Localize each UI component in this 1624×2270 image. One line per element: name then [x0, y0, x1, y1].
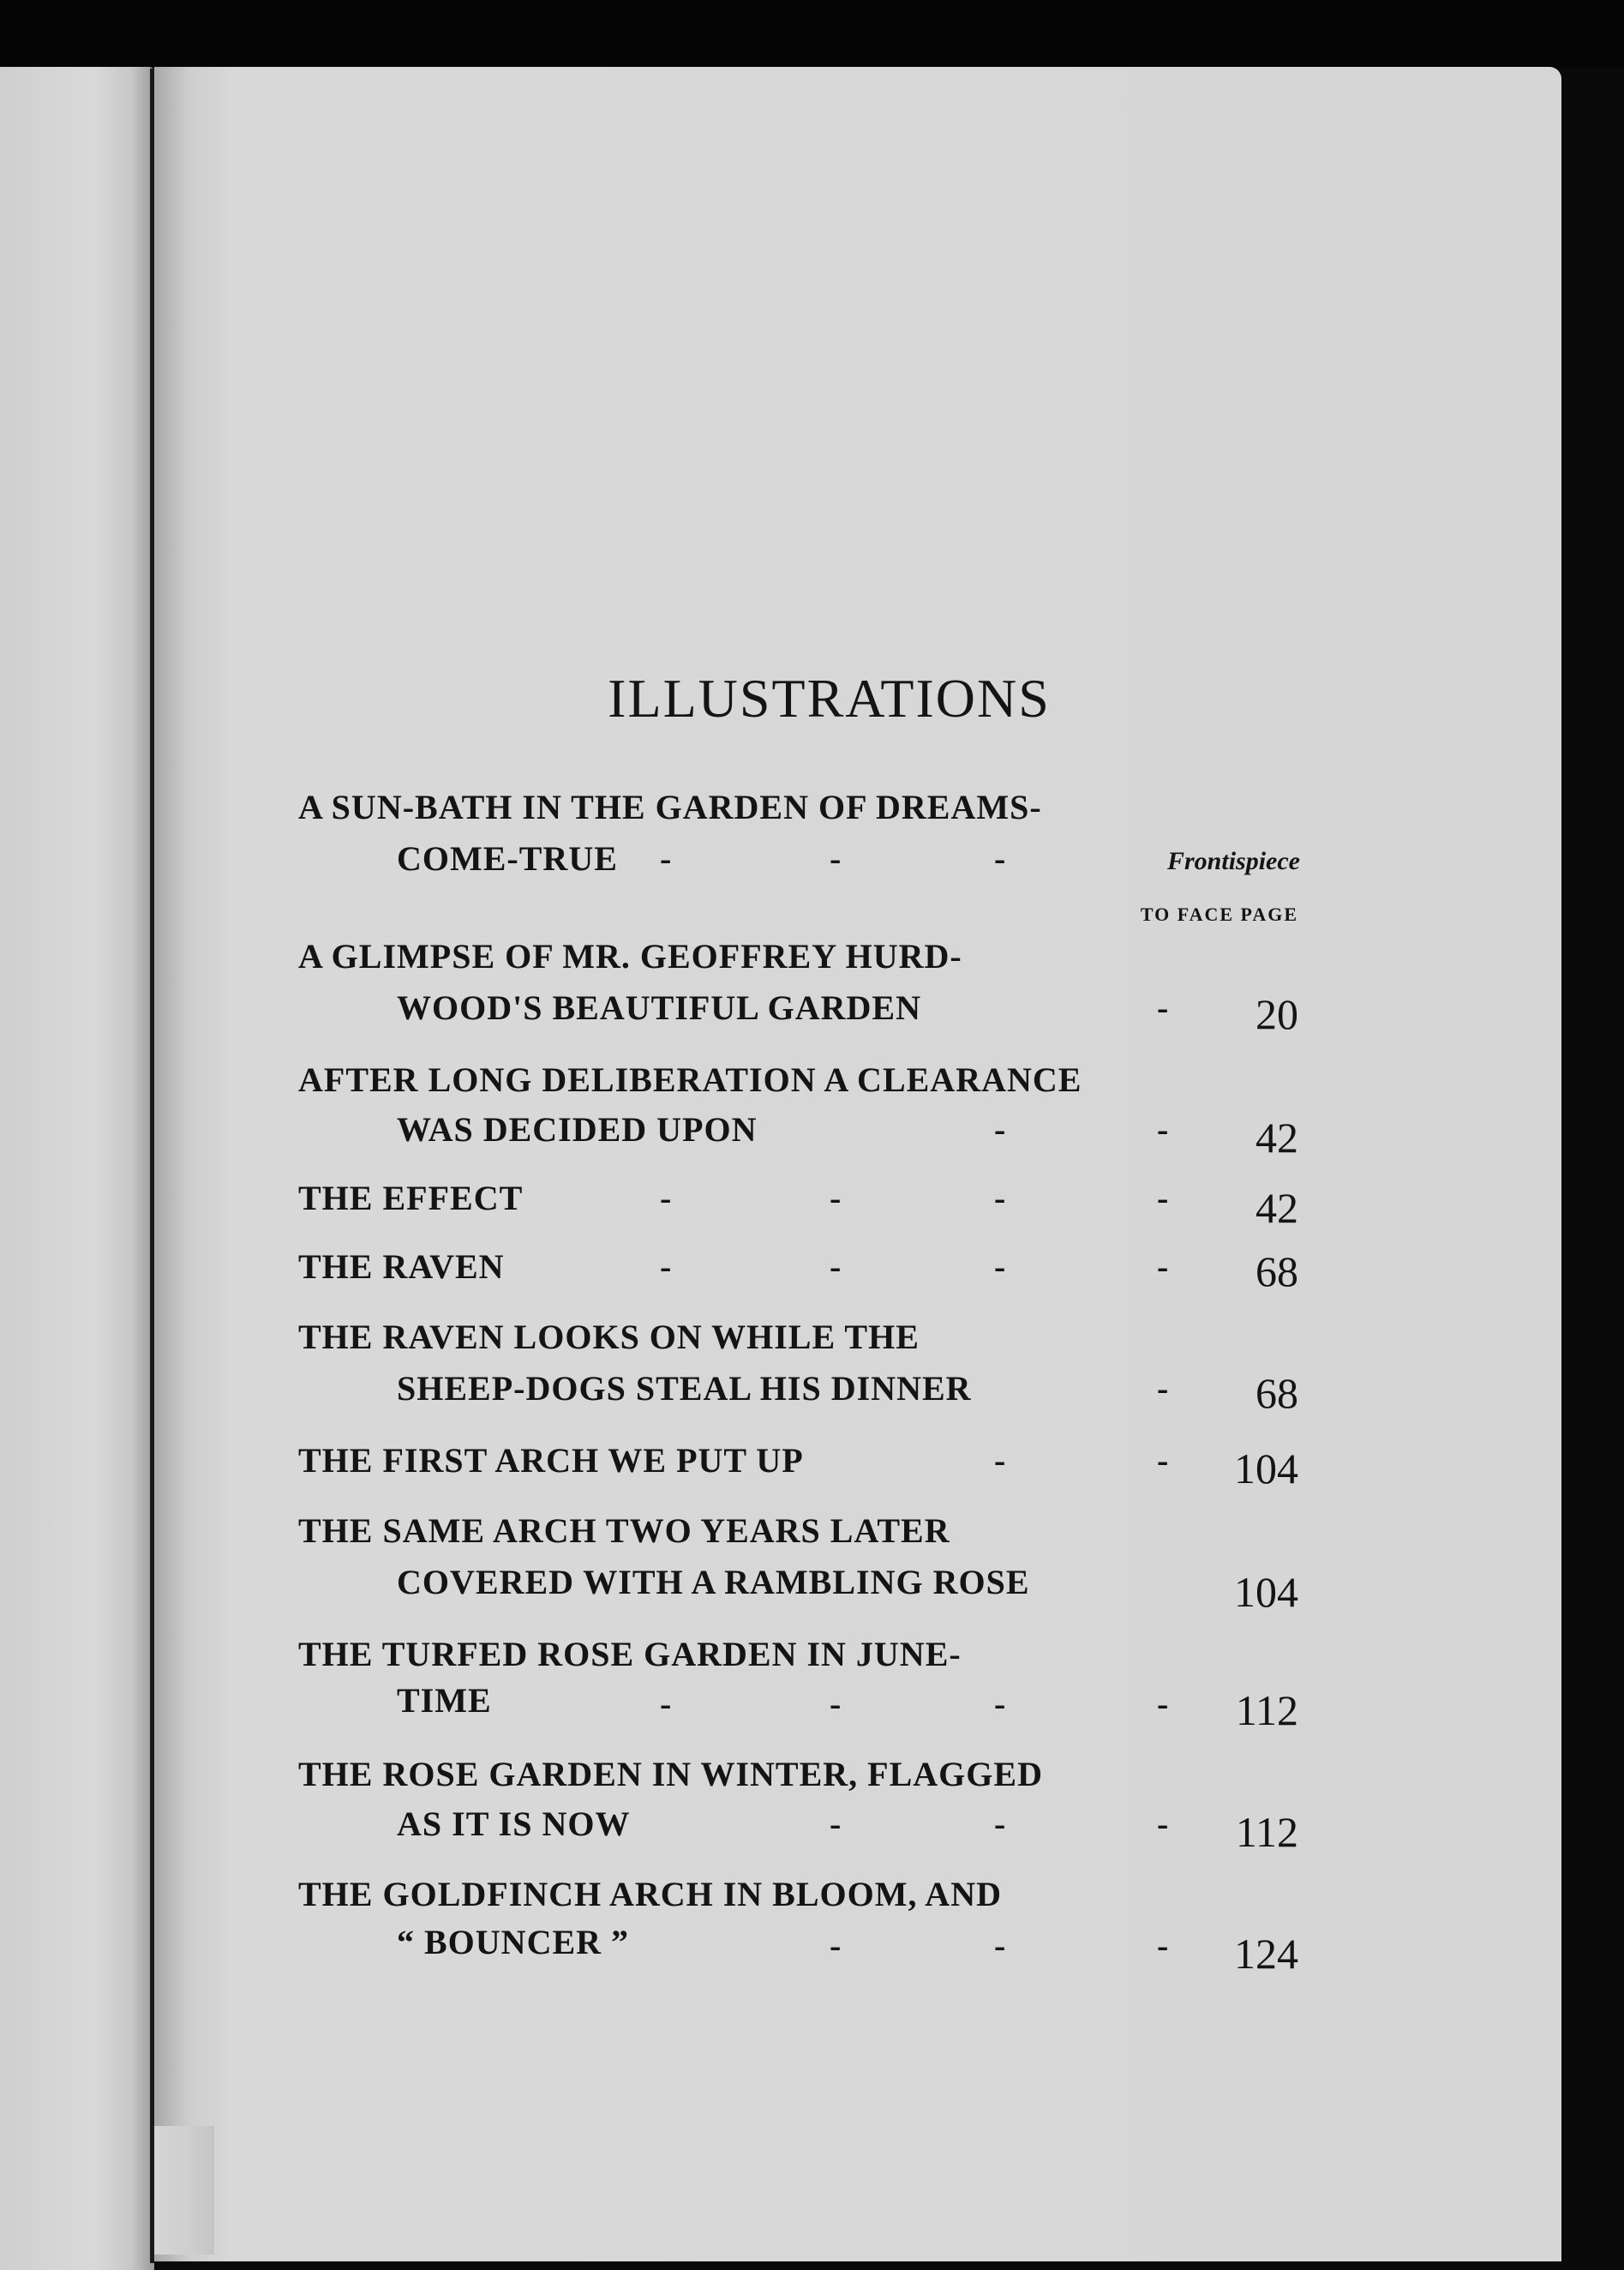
entry-2-page: 20: [1255, 990, 1298, 1038]
entry-10-title-line-2: AS IT IS NOW: [397, 1805, 631, 1843]
leader-dash: -: [830, 1926, 842, 1965]
entry-4-title-line-1: THE EFFECT: [298, 1179, 524, 1217]
entry-8-title-line-1: THE SAME ARCH TWO YEARS LATER: [298, 1511, 950, 1550]
entry-8-page: 104: [1234, 1568, 1298, 1616]
leader-dash: -: [1157, 1684, 1169, 1723]
entry-1-page: Frontispiece: [1167, 847, 1300, 875]
leader-dash: -: [660, 1247, 672, 1286]
leader-dash: -: [660, 1684, 672, 1723]
entry-11-title-line-1: THE GOLDFINCH ARCH IN BLOOM, AND: [298, 1875, 1002, 1913]
leader-dash: -: [1157, 1110, 1169, 1149]
entry-5-title-line-1: THE RAVEN: [298, 1247, 505, 1286]
entry-2-title-line-1: A GLIMPSE OF MR. GEOFFREY HURD-: [298, 937, 962, 976]
leader-dash: -: [830, 1684, 842, 1723]
entry-2-title-line-2: WOOD'S BEAUTIFUL GARDEN: [397, 988, 921, 1027]
entry-3-title-line-2: WAS DECIDED UPON: [397, 1110, 758, 1149]
leader-dash: -: [1157, 1179, 1169, 1217]
leader-dash: -: [994, 1179, 1006, 1217]
leader-dash: -: [830, 1247, 842, 1286]
entry-7-page: 104: [1234, 1444, 1298, 1492]
leader-dash: -: [660, 1179, 672, 1217]
entry-10-page: 112: [1235, 1808, 1298, 1856]
leader-dash: -: [1157, 1926, 1169, 1965]
entry-11-page: 124: [1234, 1930, 1298, 1978]
entry-1-title-line-2: COME-TRUE: [397, 839, 618, 878]
entry-3-title-line-1: AFTER LONG DELIBERATION A CLEARANCE: [298, 1060, 1082, 1099]
entry-1-title-line-1: A SUN-BATH IN THE GARDEN OF DREAMS-: [298, 788, 1042, 826]
entry-10-title-line-1: THE ROSE GARDEN IN WINTER, FLAGGED: [298, 1755, 1043, 1793]
leader-dash: -: [830, 839, 842, 878]
entry-4-page: 42: [1255, 1184, 1298, 1232]
entry-9-title-line-1: THE TURFED ROSE GARDEN IN JUNE-: [298, 1635, 962, 1673]
leader-dash: -: [1157, 1369, 1169, 1408]
leader-dash: -: [1157, 1441, 1169, 1480]
leader-dash: -: [660, 839, 672, 878]
leader-dash: -: [994, 839, 1006, 878]
entry-6-title-line-1: THE RAVEN LOOKS ON WHILE THE: [298, 1318, 920, 1356]
entry-11-title-line-2: “ BOUNCER ”: [397, 1923, 630, 1961]
leader-dash: -: [994, 1110, 1006, 1149]
entry-9-page: 112: [1235, 1686, 1298, 1734]
entry-8-title-line-2: COVERED WITH A RAMBLING ROSE: [397, 1563, 1030, 1601]
leader-dash: -: [1157, 1805, 1169, 1843]
leader-dash: -: [830, 1805, 842, 1843]
leader-dash: -: [1157, 988, 1169, 1027]
entry-9-title-line-2: TIME: [397, 1681, 492, 1720]
leader-dash: -: [994, 1805, 1006, 1843]
leader-dash: -: [830, 1179, 842, 1217]
entry-3-page: 42: [1255, 1114, 1298, 1162]
column-label: TO FACE PAGE: [1140, 904, 1298, 925]
leader-dash: -: [994, 1926, 1006, 1965]
entry-5-page: 68: [1255, 1247, 1298, 1295]
leader-dash: -: [1157, 1247, 1169, 1286]
entry-7-title-line-1: THE FIRST ARCH WE PUT UP: [298, 1441, 804, 1480]
leader-dash: -: [994, 1247, 1006, 1286]
page-title: ILLUSTRATIONS: [608, 668, 1051, 729]
entry-6-page: 68: [1255, 1369, 1298, 1417]
leader-dash: -: [994, 1441, 1006, 1480]
leader-dash: -: [994, 1684, 1006, 1723]
entry-6-title-line-2: SHEEP-DOGS STEAL HIS DINNER: [397, 1369, 972, 1408]
